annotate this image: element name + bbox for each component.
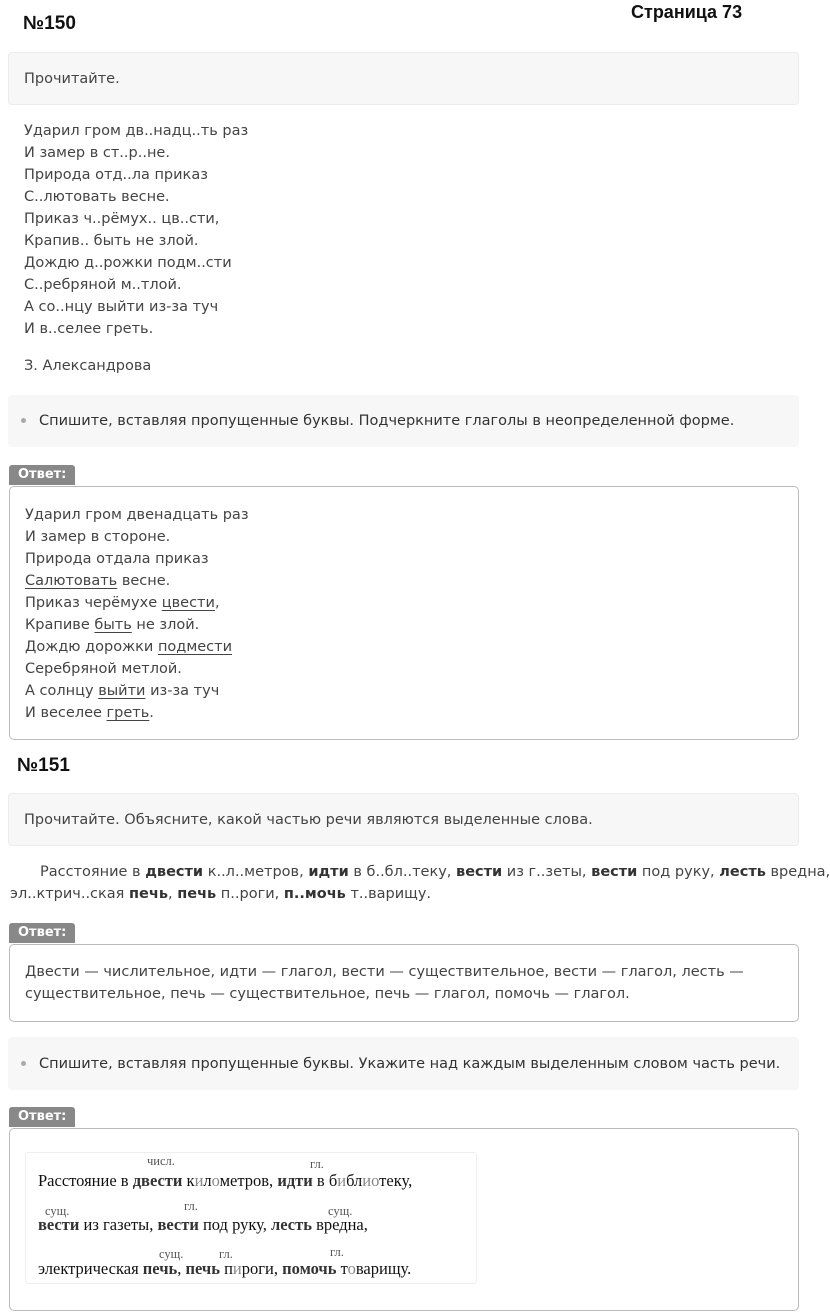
infinitive-verb: подмести (157, 639, 233, 655)
poem-line: С..лютовать весне. (24, 189, 170, 205)
poem-line: И в..селее греть. (24, 321, 154, 337)
handwritten-answer-image (25, 1152, 477, 1284)
poem-line: Приказ ч..рёмух.. цв..сти, (24, 211, 220, 227)
highlighted-word: лесть (719, 864, 766, 880)
infinitive-verb: выйти (98, 683, 146, 699)
answer-line: Приказ черёмухе цвести, (25, 595, 220, 611)
answer-box-151-2 (9, 1128, 799, 1311)
pos-label: гл. (184, 1199, 198, 1213)
task-text: Спишите, вставляя пропущенные буквы. Укажите над каждым выделенным словом часть речи. (39, 1055, 781, 1072)
answer-label: Ответ: (9, 465, 75, 485)
poem-line: Крапив.. быть не злой. (24, 233, 199, 249)
instruction-block-150 (8, 52, 799, 105)
answer-line: Природа отдала приказ (25, 551, 209, 567)
instruction-text: Прочитайте. Объясните, какой частью речи являются выделенные слова. (24, 811, 593, 828)
answer-poem (25, 504, 249, 724)
infinitive-verb: греть (106, 705, 150, 721)
pos-label: гл. (219, 1247, 233, 1261)
answer-line: Ударил гром двенадцать раз (25, 507, 249, 523)
pos-label: сущ. (159, 1247, 184, 1261)
pos-label: гл. (330, 1245, 344, 1259)
answer-line: Салютовать весне. (25, 573, 171, 589)
pos-label: сущ. (328, 1204, 353, 1218)
poem-line: А со..нцу выйти из-за туч (24, 299, 219, 315)
task-number-151: №151 (17, 755, 70, 776)
task-text: Спишите, вставляя пропущенные буквы. Подчеркните глаголы в неопределенной форме. (39, 413, 735, 429)
answer-line: Двести — числительное, идти — глагол, вести — существительное, вести — глагол, лесть — (25, 964, 744, 980)
poem-line: И замер в ст..р..не. (24, 145, 170, 161)
answer-label: Ответ: (9, 923, 75, 943)
task-number-150: №150 (23, 13, 76, 34)
highlighted-word: вести (456, 864, 503, 880)
answer-line: Крапиве быть не злой. (25, 617, 200, 633)
pos-label: числ. (147, 1154, 175, 1168)
bullet-icon (21, 1061, 26, 1066)
exercise-text: Расстояние в двести к..л..метров, идти в б..бл..теку, вести из г..зеты, вести под руку, лесть вредна, эл..ктрич..ская печь, печь п..роги, п..мочь т..варищу. (10, 864, 830, 902)
answer-text (25, 961, 744, 1005)
answer-line: И замер в стороне. (25, 529, 171, 545)
pos-label: сущ. (45, 1204, 70, 1218)
infinitive-verb: цвести (161, 595, 215, 611)
answer-line: Дождю дорожки подмести (25, 639, 233, 655)
answer-line: существительное, печь — существительное, печь — глагол, помочь — глагол. (25, 986, 630, 1002)
bullet-icon (21, 418, 26, 423)
highlighted-word: идти (308, 864, 349, 880)
instruction-text: Прочитайте. (24, 70, 120, 87)
highlighted-word: печь (177, 886, 217, 902)
poem-line: С..ребряной м..тлой. (24, 277, 182, 293)
poem (24, 120, 248, 340)
handwritten-line: Расстояние в двести километров, идти в библиотеку, (38, 1171, 413, 1190)
answer-line: А солнцу выйти из-за туч (25, 683, 220, 699)
poem-author: З. Александрова (24, 358, 152, 374)
page-label: Страница 73 (631, 2, 743, 22)
handwritten-line: вести из газеты, вести под руку, лесть вредна, (38, 1215, 368, 1234)
highlighted-word: двести (145, 864, 204, 880)
answer-box-150 (9, 486, 799, 740)
highlighted-word: п..мочь (283, 886, 346, 902)
handwritten-line: электрическая печь, печь пироги, помочь товарищу. (38, 1259, 412, 1278)
pos-label: гл. (310, 1157, 324, 1171)
poem-line: Дождю д..рожки подм..сти (24, 255, 232, 271)
answer-label: Ответ: (9, 1107, 75, 1127)
task-bullet-151 (8, 1037, 799, 1090)
instruction-block-151 (8, 793, 799, 846)
infinitive-verb: Салютовать (25, 573, 118, 589)
task-bullet-150 (8, 395, 799, 447)
poem-line: Природа отд..ла приказ (24, 167, 208, 183)
infinitive-verb: быть (94, 617, 132, 633)
answer-box-151 (9, 944, 799, 1022)
poem-line: Ударил гром дв..надц..ть раз (24, 123, 249, 139)
highlighted-word: печь (129, 886, 168, 902)
highlighted-word: вести (591, 864, 638, 880)
answer-line: Серебряной метлой. (25, 661, 182, 677)
answer-line: И веселее греть. (25, 705, 154, 721)
